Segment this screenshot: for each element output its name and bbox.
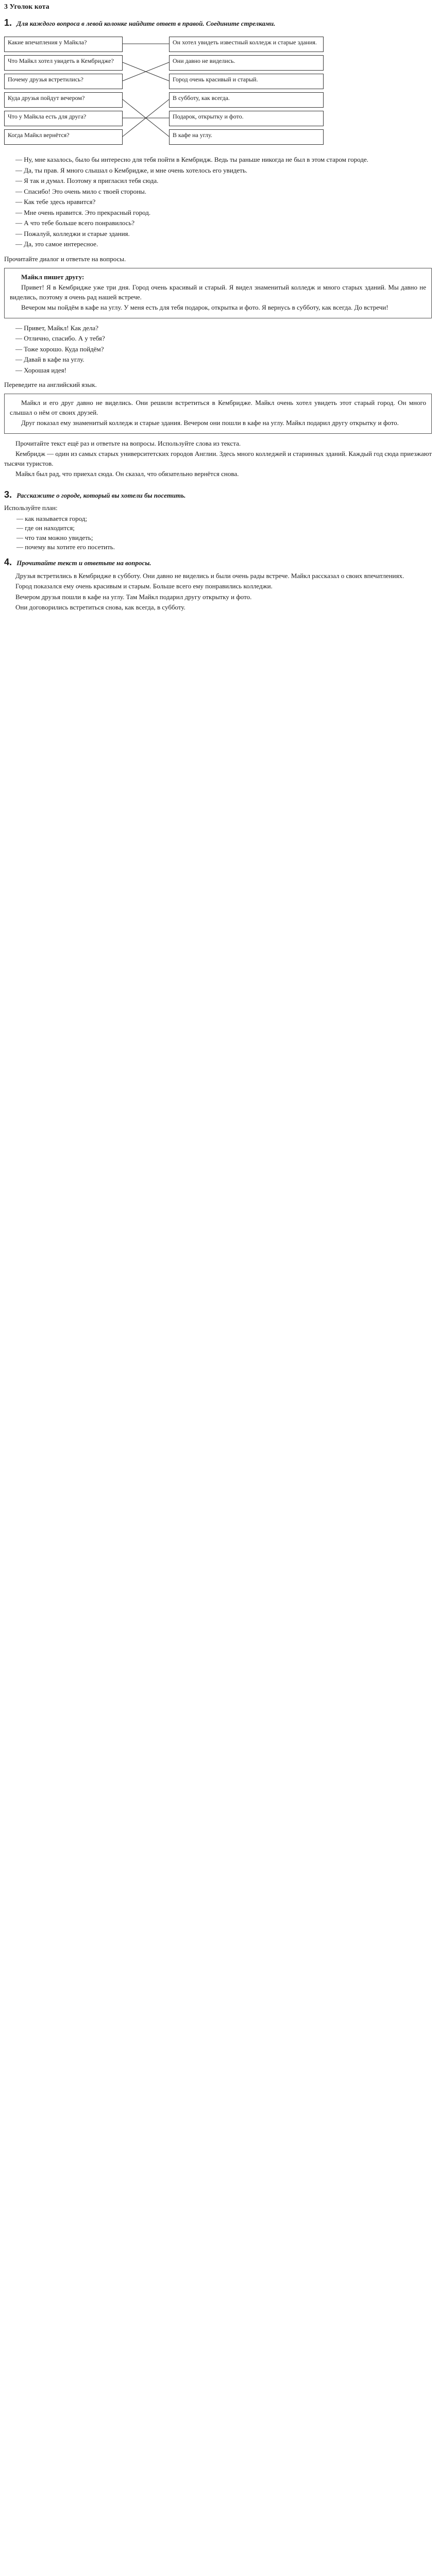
dialog-line: — Я так и думал. Поэтому я пригласил тебя сюда. [15,177,159,185]
instruction-text: Переведите на английский язык. [4,381,97,389]
task-instruction: Для каждого вопроса в левой колонке найдите ответ в правой. Соедините стрелками. [16,19,276,27]
dialog-line: — Да, ты прав. Я много слышал о Кембридже, и мне очень хотелось его увидеть. [15,166,248,174]
task-number: 4. [4,557,12,568]
question-text: Почему друзья встретились? [8,76,83,83]
dialog-line: — Тоже хорошо. Куда пойдём? [15,345,104,353]
letter-box [4,268,432,318]
dialog-line: — Давай в кафе на углу. [15,355,85,364]
matching-diagram [4,33,432,150]
answer-text: В субботу, как всегда. [173,94,230,102]
letter-paragraph: Привет! Я в Кембридже уже три дня. Город очень красивый и старый. Я видел знаменитый колледж и много старых зданий. Мы давно не виделись, поэтому я очень рад нашей встрече. [10,283,426,301]
question-box [4,37,123,52]
dialog-2 [4,324,432,375]
answer-text: Они давно не виделись. [173,57,235,65]
question-box [4,92,123,108]
answer-box [169,111,324,126]
dialog-line: — Пожалуй, колледжи и старые здания. [15,229,130,238]
paragraph: Майкл был рад, что приехал сюда. Он сказал, что обязательно вернётся снова. [15,470,239,478]
answer-box [169,129,324,145]
answer-text: Он хотел увидеть известный колледж и старые здания. [173,39,317,46]
answer-box [169,55,324,71]
answer-text: Город очень красивый и старый. [173,76,258,83]
task-1 [4,16,432,30]
task-number: 1. [4,17,12,28]
answer-box [169,92,324,108]
instruction-text: Прочитайте диалог и ответьте на вопросы. [4,255,126,263]
question-text: Что Майкл хотел увидеть в Кембридже? [8,57,114,65]
page [0,0,439,626]
paragraph: Город показался ему очень красивым и старым. Больше всего ему понравились колледжи. [15,582,273,590]
paragraph: Они договорились встретиться снова, как всегда, в субботу. [15,603,185,612]
list-item: — что там можно увидеть; [16,533,93,541]
answer-text: В кафе на углу. [173,131,212,139]
task-instruction: Прочитайте текст и ответьте на вопросы. [16,559,151,567]
paragraph: Кембридж — один из самых старых университетских городов Англии. Здесь много колледжей и старинных зданий. Каждый год сюда приезжают тысячи туристов. [4,450,432,467]
question-text: Куда друзья пойдут вечером? [8,94,85,102]
task-instruction: Расскажите о городе, который вы хотели бы посетить. [16,491,186,499]
answer-box [169,37,324,52]
dialog-line: — Как тебе здесь нравится? [15,198,96,206]
task-3 [4,488,432,502]
question-box [4,55,123,71]
answer-box [169,74,324,89]
task-4 [4,556,432,569]
dialog-line: — Спасибо! Это очень мило с твоей стороны. [15,187,147,195]
question-box [4,111,123,126]
dialog-1 [4,155,432,249]
plan-list [4,514,432,552]
list-intro: Используйте план: [4,504,58,512]
question-text: Какие впечатления у Майкла? [8,39,87,46]
question-text: Когда Майкл вернётся? [8,131,70,139]
dialog-line: — Ну, мне казалось, было бы интересно для тебя пойти в Кембридж. Ведь ты раньше никогда не был в этом старом городе. [15,156,368,164]
dialog-line: — Мне очень нравится. Это прекрасный город. [15,208,151,216]
translation-box [4,394,432,433]
paragraph: Прочитайте текст ещё раз и ответьте на вопросы. Используйте слова из текста. [15,439,241,447]
dialog-line: — Привет, Майкл! Как дела? [15,324,99,332]
box-paragraph: Друг показал ему знаменитый колледж и старые здания. Вечером они пошли в кафе на углу. Майкл подарил другу открытку и фото. [21,419,399,427]
list-item: — как называется город; [16,514,88,522]
question-text: Что у Майкла есть для друга? [8,113,87,121]
question-box [4,129,123,145]
letter-paragraph: Вечером мы пойдём в кафе на углу. У меня есть для тебя подарок, открытка и фото. Я вернусь в субботу, как всегда. До встречи! [21,303,389,312]
section-title: 3 Уголок кота [4,3,49,11]
question-box [4,74,123,89]
paragraph: Вечером друзья пошли в кафе на углу. Там Майкл подарил другу открытку и фото. [15,592,252,601]
dialog-line: — Хорошая идея! [15,366,66,374]
paragraph: Друзья встретились в Кембридже в субботу. Они давно не виделись и были очень рады встрече. Майкл рассказал о своих впечатлениях. [15,572,404,580]
box-paragraph: Майкл и его друг давно не виделись. Они решили встретиться в Кембридже. Майкл очень хотел увидеть этот старый город. Он много слышал о нём от своих друзей. [10,399,426,416]
dialog-line: — Отлично, спасибо. А у тебя? [15,334,105,343]
list-item: — почему вы хотите его посетить. [16,543,115,551]
list-item: — где он находится; [16,524,75,532]
dialog-line: — Да, это самое интересное. [15,240,98,248]
task-number: 3. [4,489,12,500]
answer-text: Подарок, открытку и фото. [173,113,244,121]
letter-title: Майкл пишет другу: [21,273,85,281]
dialog-line: — А что тебе больше всего понравилось? [15,219,135,227]
